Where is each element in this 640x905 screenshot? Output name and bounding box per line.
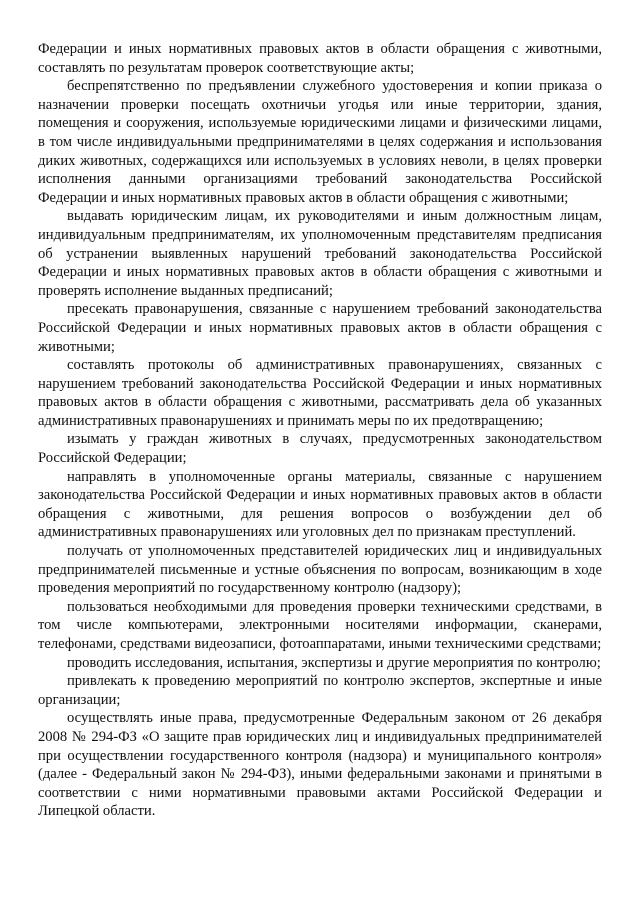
paragraph-right-to-receive-explanations: получать от уполномоченных представителей юридических лиц и индивидуальных предпринимателей письменные и устные объяснения по вопросам, возникающим в ходе проведения мероприятий по государственному контролю (надзору); (38, 543, 602, 597)
paragraph-right-to-draw-protocols: составлять протоколы об административных правонарушениях, связанных с нарушением требований законодательства Российской Федерации и иных нормативных правовых актов в области обращения с животными, рассматривать дела об указанных административных правонарушениях и принимать меры по их предотвращению; (38, 357, 602, 429)
paragraph-right-to-visit: беспрепятственно по предъявлении служебного удостоверения и копии приказа о назначении проверки посещать охотничьи угодья или иные территории, здания, помещения и сооружения, используемые юридическими лицами и физическими лицами, в том числе индивидуальными предпринимателями в целях содержания и использования диких животных, содержащихся или используемых в условиях неволи, в целях проверки исполнения данными организациями требований законодательства Российской Федерации и иных нормативных правовых актов в области обращения с животными; (38, 78, 602, 206)
paragraph-other-rights: осуществлять иные права, предусмотренные Федеральным законом от 26 декабря 2008 № 294-ФЗ «О защите прав юридических лиц и индивидуальных предпринимателей при осуществлении государственного контроля (надзора) и муниципального контроля» (далее - Федеральный закон № 294-ФЗ), иными федеральными законами и принятыми в соответствии с ними нормативными правовыми актами Российской Федерации и Липецкой области. (38, 710, 602, 820)
paragraph-right-to-seize: изымать у граждан животных в случаях, предусмотренных законодательством Российской Федерации; (38, 431, 602, 467)
paragraph-right-to-issue-orders: выдавать юридическим лицам, их руководителями и иным должностным лицам, индивидуальным предпринимателям, их уполномоченным представителям предписания об устранении выявленных нарушений требований законодательства Российской Федерации и иных нормативных правовых актов в области обращения с животными и проверять исполнение выданных предписаний; (38, 208, 602, 299)
paragraph-right-to-involve-experts: привлекать к проведению мероприятий по контролю экспертов, экспертные и иные организации; (38, 673, 602, 708)
paragraph-right-to-suppress: пресекать правонарушения, связанные с нарушением требований законодательства Российской Федерации и иных нормативных правовых актов в области обращения с животными; (38, 301, 602, 355)
document-page (38, 40, 602, 821)
paragraph-continuation: Федерации и иных нормативных правовых актов в области обращения с животными, составлять по результатам проверок соответствующие акты; (38, 41, 602, 76)
paragraph-right-to-conduct-research: проводить исследования, испытания, экспертизы и другие мероприятия по контролю; (67, 654, 601, 671)
paragraph-right-to-send-materials: направлять в уполномоченные органы материалы, связанные с нарушением законодательства Российской Федерации и иных нормативных правовых актов в области обращения с животными, для решения вопросов о возбуждении дел об административных правонарушениях или уголовных дел по признакам преступлений. (38, 468, 602, 541)
paragraph-right-to-use-equipment: пользоваться необходимыми для проведения проверки техническими средствами, в том числе компьютерами, электронными носителями информации, сканерами, телефонами, средствами видеозаписи, фотоаппаратами, иными техническими средствами; (38, 598, 602, 652)
